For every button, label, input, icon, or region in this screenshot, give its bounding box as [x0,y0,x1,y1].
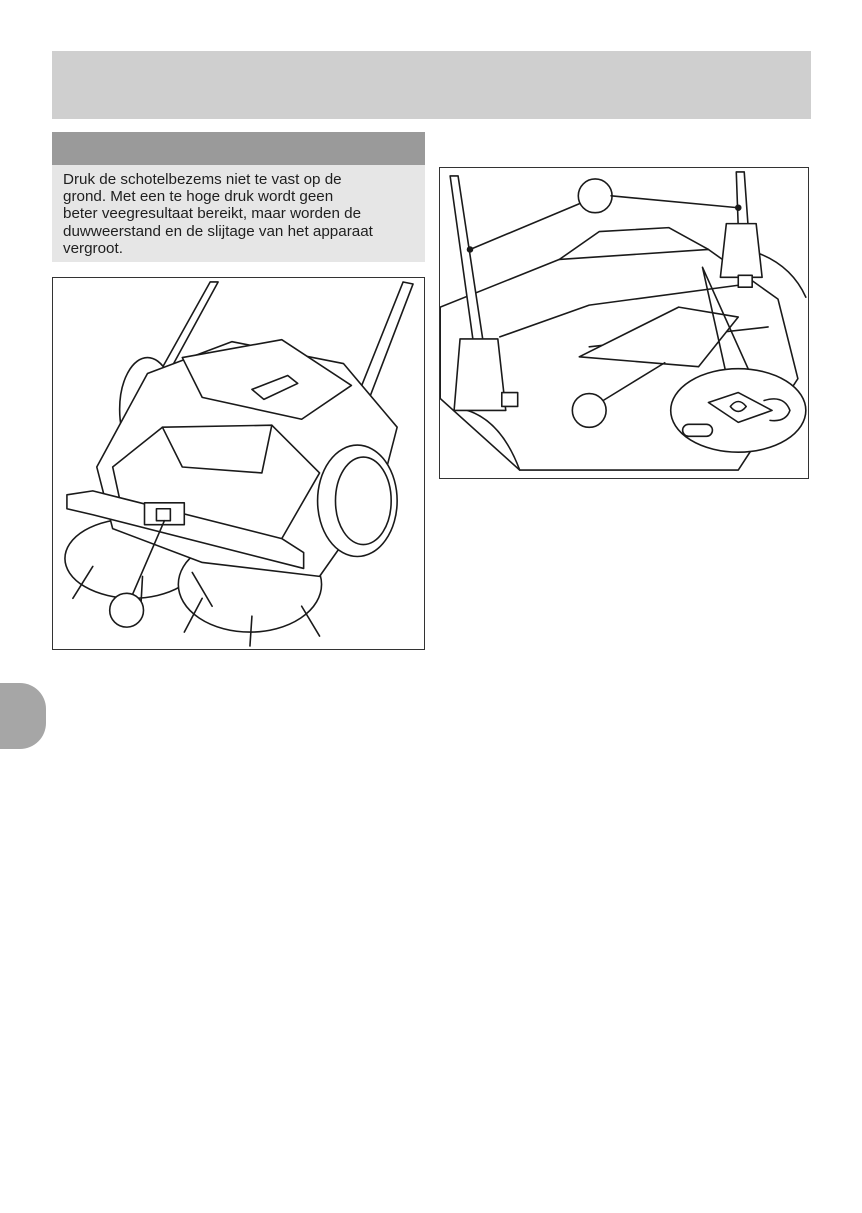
note-header-bar [52,132,425,165]
handle-mount-illustration [440,168,808,478]
note-text [52,165,425,257]
section-header-bar [52,51,811,119]
note-line: duwweerstand en de slijtage van het apparaat [63,222,373,240]
note-line: vergroot. [63,239,123,257]
figure-sweeper-front [52,277,425,650]
chapter-side-tab [0,683,46,749]
note-line: beter veegresultaat bereikt, maar worden de [63,205,362,223]
note-line: Druk de schotelbezems niet te vast op de [63,171,342,188]
figure-handle-mount-detail [439,167,809,479]
note-line: grond. Met een te hoge druk wordt geen [63,188,334,206]
sweeper-front-illustration [53,278,424,649]
note-box [52,132,425,262]
